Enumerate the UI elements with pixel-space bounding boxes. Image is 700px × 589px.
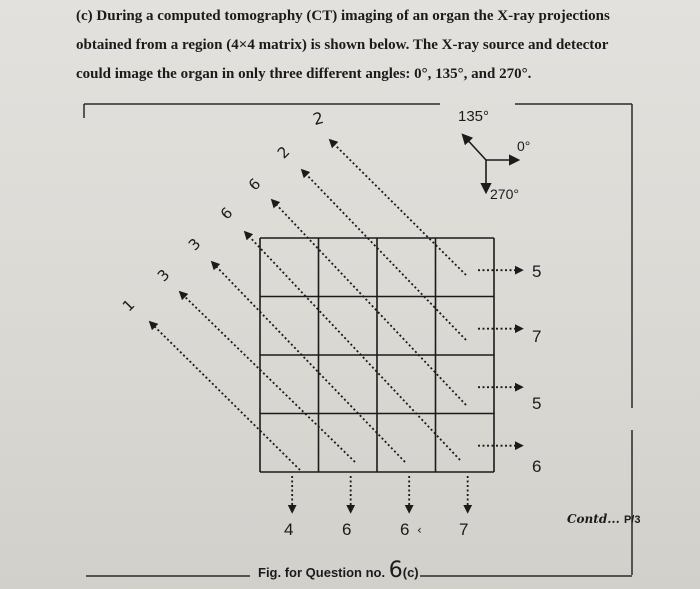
- proj-135-ray-2: 3: [153, 265, 174, 286]
- handwritten-tick-col3: ‹: [417, 523, 422, 537]
- question-line-3: could image the organ in only three different angles: 0°, 135°, and 270°.: [76, 66, 532, 82]
- question-line-2: obtained from a region (4×4 matrix) is shown below. The X-ray source and detector: [76, 37, 609, 53]
- page-number: P/3: [623, 514, 641, 526]
- handwritten-mark-top: 2: [310, 107, 326, 129]
- proj-270-col-4: 7: [459, 520, 469, 539]
- diagonal-ray: [302, 170, 466, 340]
- projection-0deg-values: [532, 262, 541, 476]
- question-line-1: (c) During a computed tomography (CT) imaging of an organ the X-ray projections: [76, 8, 610, 24]
- proj-135-ray-1: 1: [118, 295, 139, 316]
- figure-caption: [258, 558, 419, 583]
- projection-135deg-values: [119, 143, 293, 315]
- proj-135-ray-4: 6: [216, 203, 237, 224]
- arrow-135: [463, 135, 486, 160]
- continued-note: [567, 512, 640, 526]
- angle-label-135: 135°: [458, 108, 490, 125]
- diagonal-ray: [330, 140, 466, 275]
- caption-number: 6: [388, 558, 403, 583]
- angle-label-0: 0°: [517, 138, 531, 154]
- proj-270-col-2: 6: [342, 520, 352, 539]
- caption-prefix: Fig. for Question no.: [258, 565, 386, 580]
- diagonal-rays: [150, 140, 466, 470]
- figure-frame: [84, 104, 632, 576]
- proj-270-col-1: 4: [284, 520, 294, 539]
- diagonal-ray: [272, 200, 466, 405]
- proj-135-ray-6: 2: [273, 142, 294, 163]
- proj-0-row-2: 7: [532, 327, 542, 346]
- proj-0-row-4: 6: [532, 457, 542, 476]
- proj-0-row-1: 5: [532, 262, 542, 281]
- diagonal-ray: [212, 262, 405, 462]
- proj-0-row-3: 5: [532, 394, 542, 413]
- proj-135-ray-5: 6: [244, 174, 265, 195]
- proj-135-ray-3: 3: [184, 234, 205, 255]
- diagonal-ray: [150, 322, 300, 470]
- proj-270-col-3: 6: [400, 520, 410, 539]
- angle-indicator: [458, 108, 530, 202]
- diagonal-ray: [245, 232, 460, 460]
- projection-270deg-values: [284, 520, 468, 539]
- angle-label-270: 270°: [490, 186, 519, 202]
- caption-suffix: (c): [402, 565, 419, 580]
- matrix-grid: [260, 238, 494, 472]
- vertical-rays: [292, 476, 468, 512]
- contd-label: Contd...: [567, 512, 620, 526]
